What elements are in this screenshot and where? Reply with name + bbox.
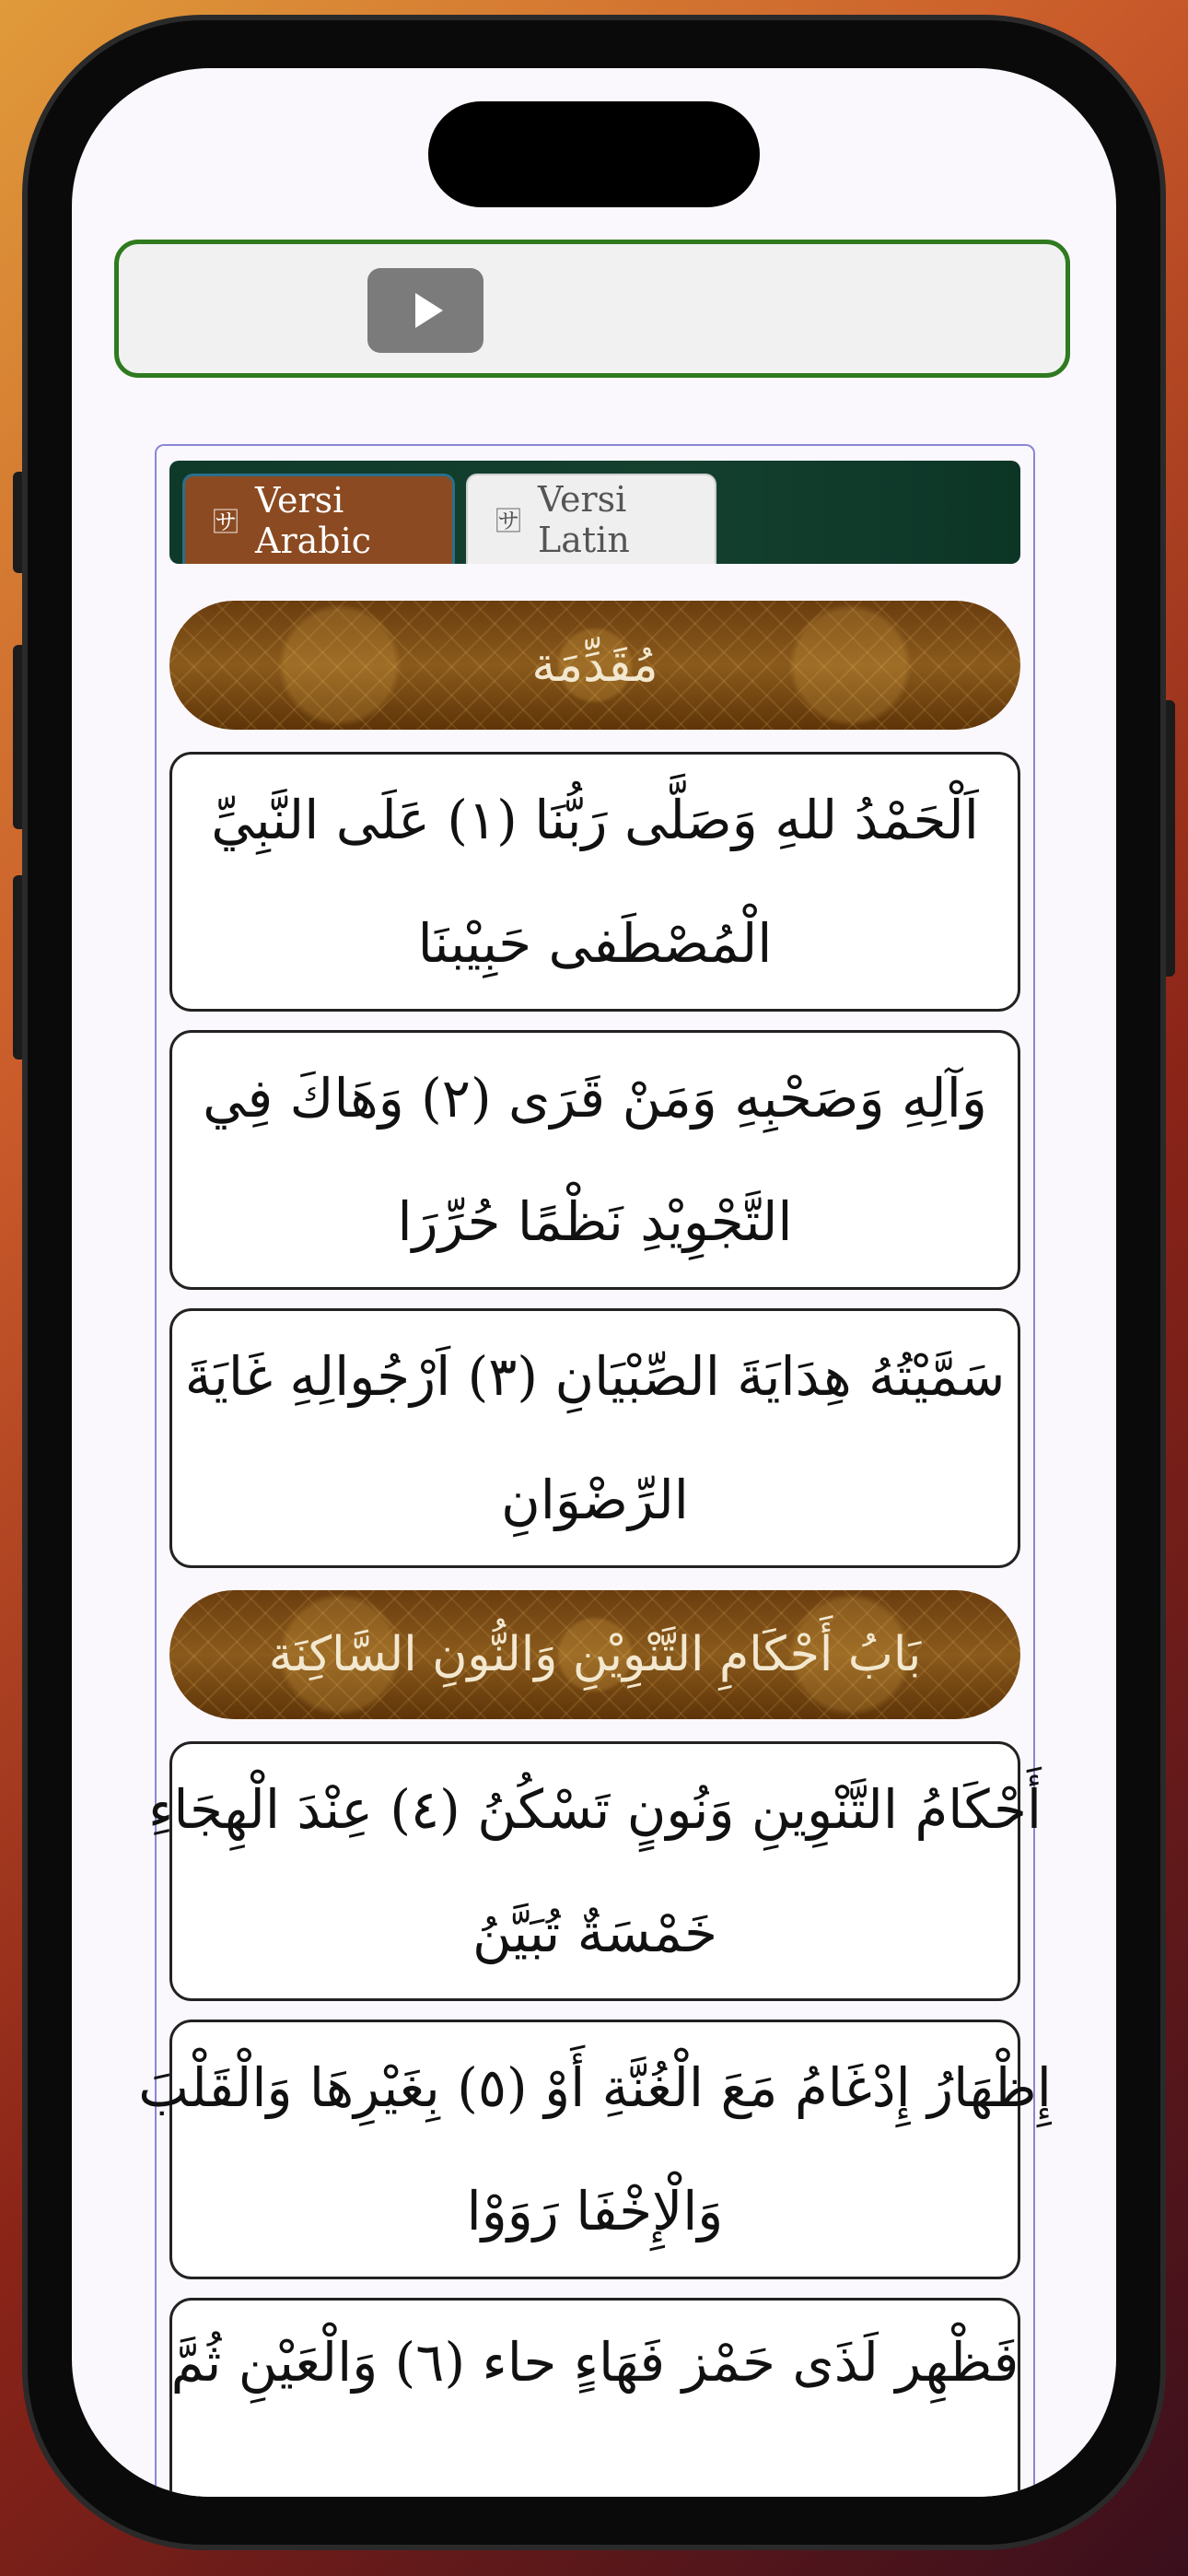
tab-label: Versi Latin xyxy=(538,479,630,560)
verse-line: سَمَّيْتُهُ هِدَايَةَ الصِّبْيَانِ (٣) اَرْجُوالِهِ غَايَةَ xyxy=(184,1345,1006,1408)
dynamic-island xyxy=(428,101,760,207)
verse-line: خَمْسَةٌ تُبَيَّنُ xyxy=(472,1902,717,1964)
translate-icon: 🈂 xyxy=(213,506,239,537)
verse-card xyxy=(138,2020,1052,2279)
verse-card xyxy=(169,2298,1020,2497)
verse-line: إِظْهَارُ إِدْغَامُ مَعَ الْغُنَّةِ أَوْ (٥) بِغَيْرِهَا وَالْقَلْبَ xyxy=(138,2056,1052,2119)
section-header: مُقَدِّمَة xyxy=(169,601,1020,730)
tab-versi-arabic[interactable] xyxy=(182,474,455,564)
tab-bar xyxy=(169,461,1020,564)
tab-versi-latin[interactable] xyxy=(466,474,716,564)
verse-line: التَّجْوِيْدِ نَظْمًا حُرِّرَا xyxy=(397,1190,793,1253)
verse-card xyxy=(148,1741,1042,2001)
screen xyxy=(72,68,1116,2497)
verse-line: أَحْكَامُ التَّنْوِينِ وَنُونٍ تَسْكُنُ (٤) عِنْدَ الْهِجَاءِ xyxy=(148,1778,1042,1841)
verse-card xyxy=(169,1308,1020,1568)
section-header: بَابُ أَحْكَامِ التَّنْوِيْنِ وَالنُّونِ السَّاكِنَة xyxy=(169,1590,1020,1719)
verse-card xyxy=(169,752,1020,1012)
verse-line: اَلْحَمْدُ للهِ وَصَلَّى رَبُّنَا (١) عَلَى النَّبِيِّ xyxy=(211,789,979,851)
audio-player xyxy=(114,240,1070,378)
verse-line: الْمُصْطَفى حَبِيْبنَا xyxy=(417,912,773,975)
play-button[interactable] xyxy=(367,268,483,353)
verse-card xyxy=(169,1030,1020,1290)
verse-line: الرِّضْوَانِ xyxy=(501,1469,689,1531)
verse-line: وَالْإِخْفَا رَوَوْا xyxy=(466,2180,724,2242)
verse-line: وَآلِهِ وَصَحْبِهِ وَمَنْ قَرَى (٢) وَهَاكَ فِي xyxy=(203,1067,987,1130)
translate-icon: 🈂 xyxy=(495,506,522,536)
play-icon xyxy=(415,293,443,328)
content-panel xyxy=(138,444,1052,2497)
tab-label: Versi Arabic xyxy=(255,479,372,561)
verse-line: فَظْهِر لَذَى حَمْز فَهَاءٍ حاء (٦) وَالْعَيْنِ ثُمَّ xyxy=(170,2331,1019,2394)
